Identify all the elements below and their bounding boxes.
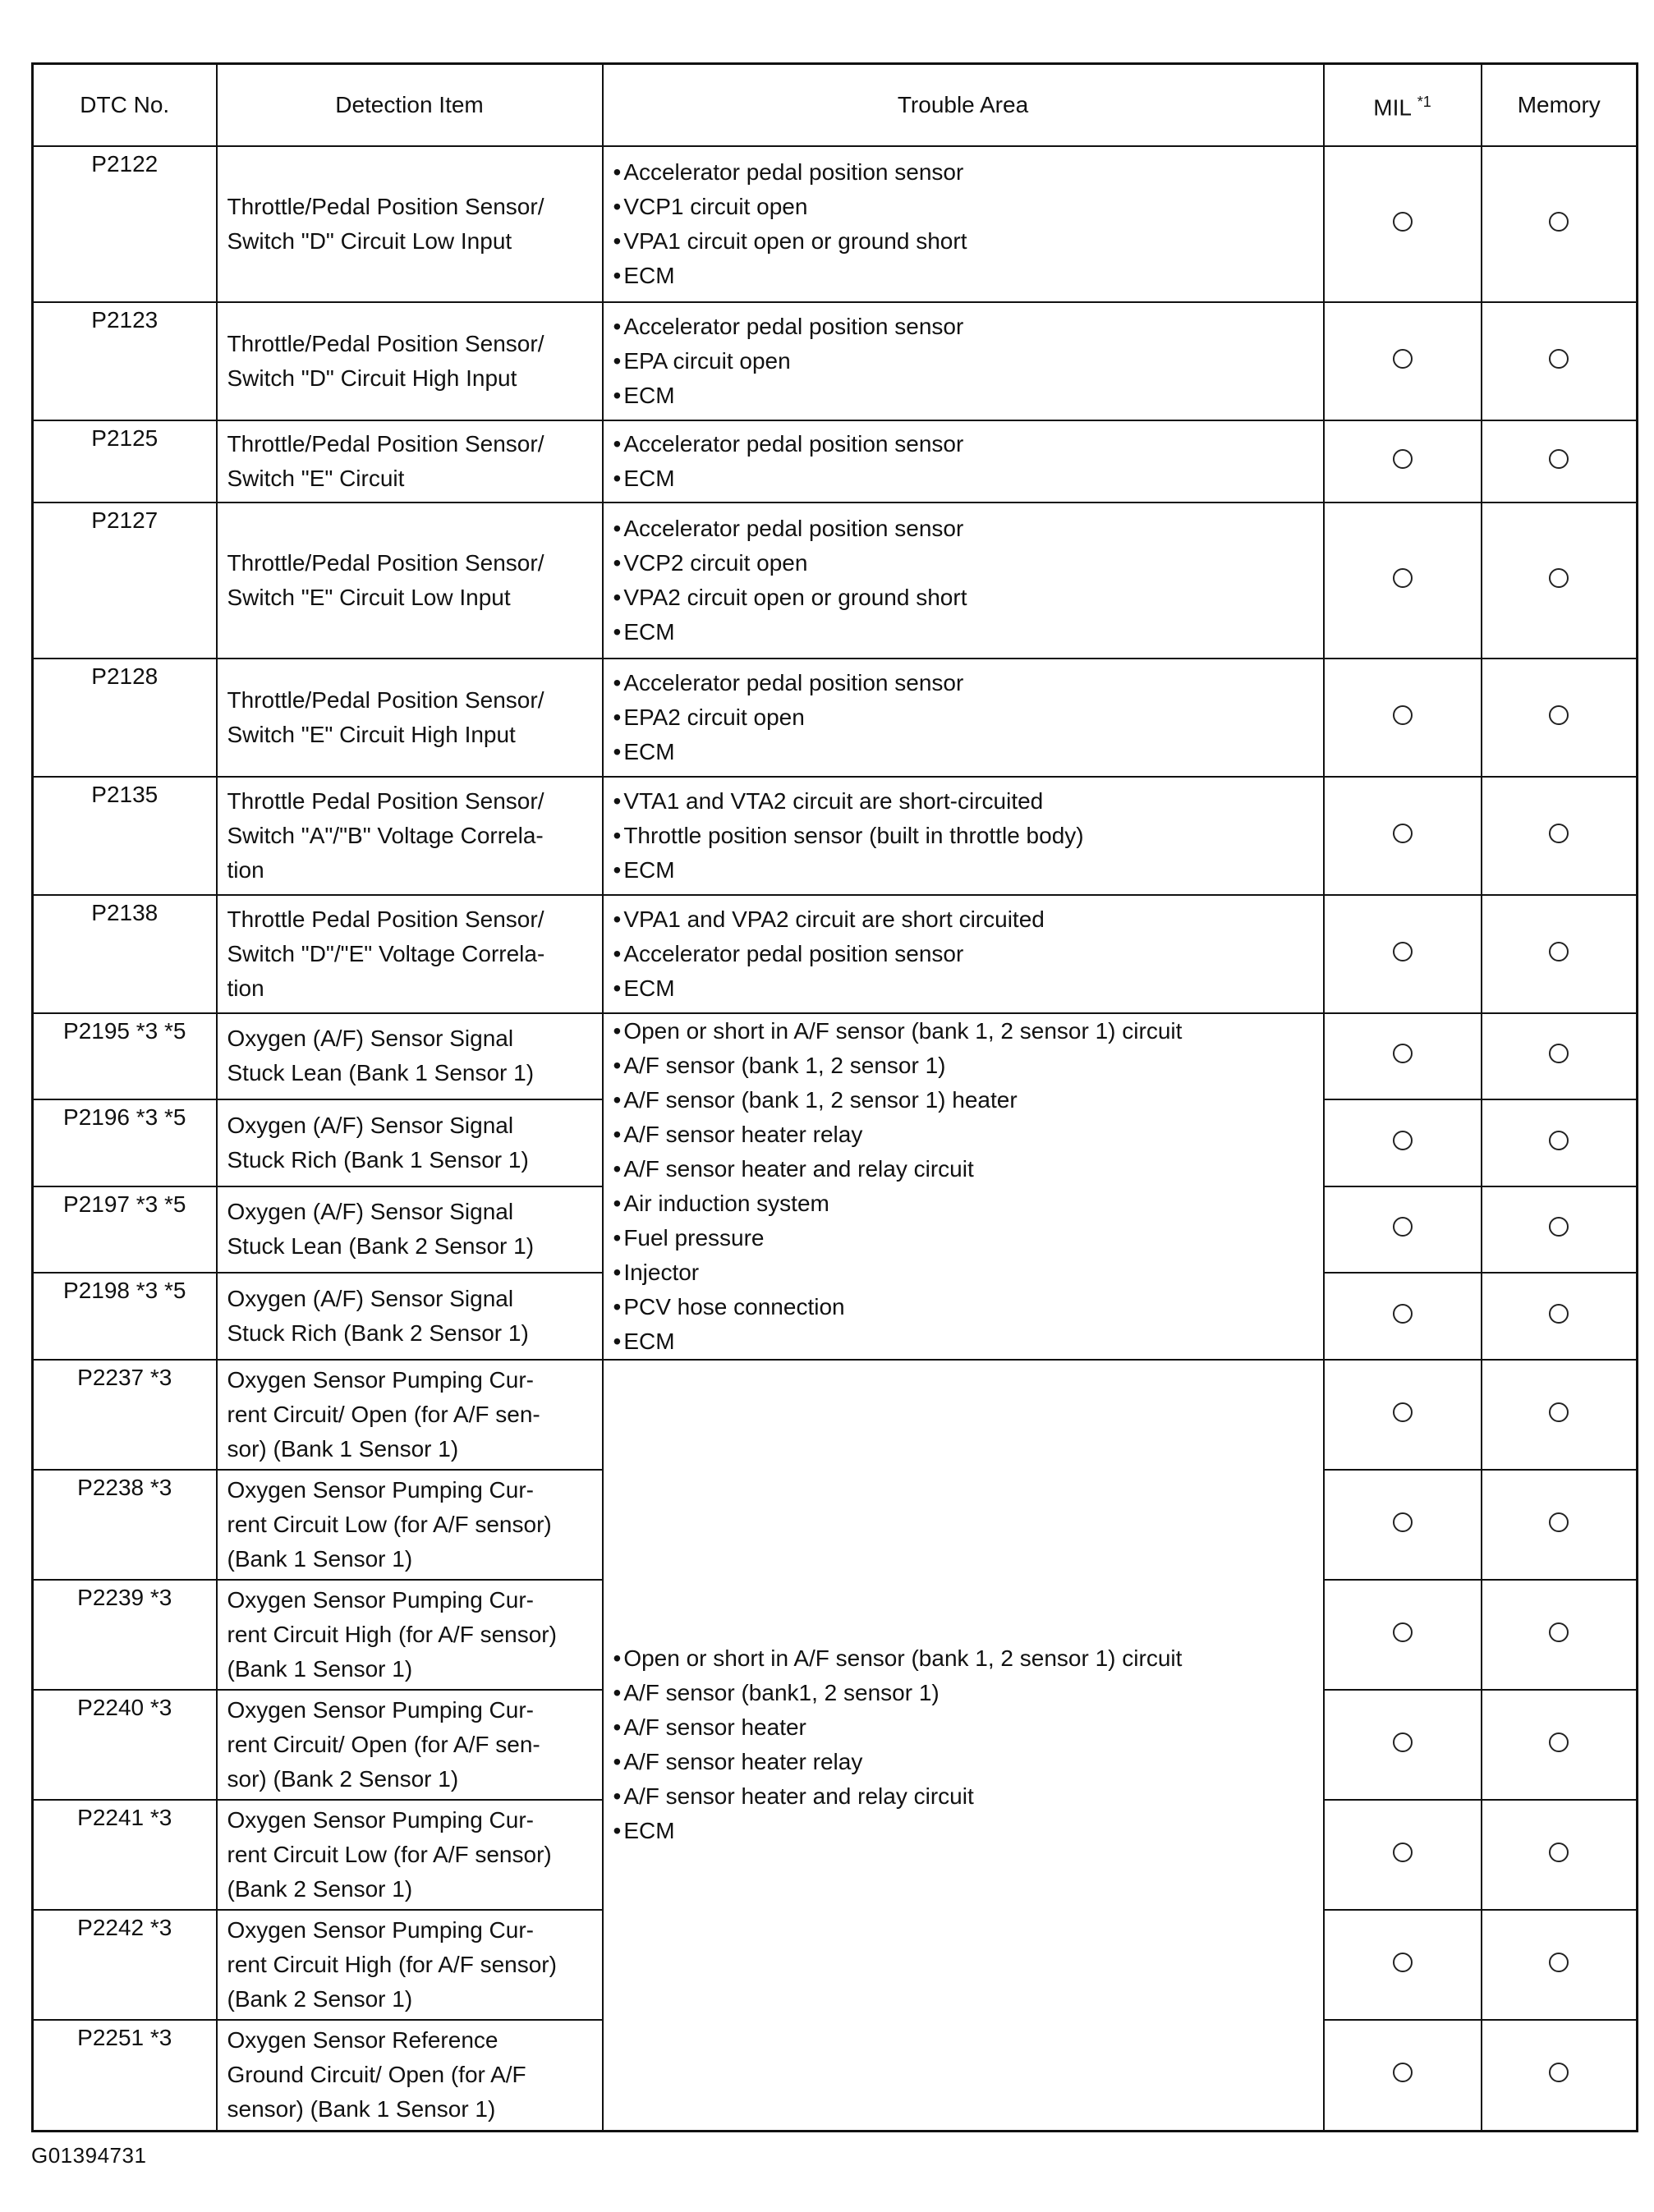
memory-cell (1482, 503, 1638, 659)
table-header-row (33, 64, 1638, 146)
trouble-area (603, 895, 1324, 1013)
detection-item (217, 420, 603, 503)
dtc-code: P2135 (33, 777, 217, 895)
detection-line: Throttle/Pedal Position Sensor/ (227, 430, 544, 457)
trouble-item: • EPA circuit open (613, 344, 1313, 379)
circle-mark-icon (1393, 1732, 1413, 1752)
detection-item (217, 1013, 603, 1100)
trouble-item: • ECM (613, 615, 1313, 649)
detection-line: Oxygen Sensor Pumping Cur- (227, 1586, 535, 1613)
trouble-area (603, 302, 1324, 420)
mil-cell (1324, 2020, 1482, 2132)
table-row (33, 895, 1638, 1013)
trouble-item: • ECM (613, 971, 1313, 1006)
detection-item (217, 302, 603, 420)
detection-item (217, 659, 603, 777)
trouble-area (603, 503, 1324, 659)
table-row (33, 777, 1638, 895)
circle-mark-icon (1549, 568, 1569, 588)
detection-line: Switch "E" Circuit (227, 465, 405, 491)
detection-line: tion (227, 856, 264, 883)
trouble-item: • Throttle position sensor (built in throttle body) (613, 819, 1313, 853)
circle-mark-icon (1549, 1131, 1569, 1150)
circle-mark-icon (1549, 942, 1569, 961)
header-memory: Memory (1482, 64, 1638, 146)
header-dtc-no: DTC No. (33, 64, 217, 146)
memory-cell (1482, 1013, 1638, 1100)
mil-cell (1324, 1470, 1482, 1580)
detection-item (217, 146, 603, 302)
trouble-item: • ECM (613, 735, 1313, 769)
circle-mark-icon (1393, 349, 1413, 369)
trouble-item: • A/F sensor (bank1, 2 sensor 1) (613, 1676, 1313, 1710)
trouble-area-list (613, 666, 1313, 769)
circle-mark-icon (1393, 942, 1413, 961)
detection-item (217, 2020, 603, 2132)
trouble-item: • A/F sensor heater (613, 1710, 1313, 1745)
circle-mark-icon (1549, 449, 1569, 469)
trouble-item: • A/F sensor (bank 1, 2 sensor 1) heater (613, 1083, 1313, 1117)
circle-mark-icon (1549, 1622, 1569, 1642)
trouble-area-list (613, 784, 1313, 888)
trouble-item: • VPA2 circuit open or ground short (613, 581, 1313, 615)
memory-cell (1482, 1800, 1638, 1910)
trouble-item: • EPA2 circuit open (613, 700, 1313, 735)
detection-line: Throttle Pedal Position Sensor/ (227, 787, 544, 814)
dtc-code: P2237 *3 (33, 1360, 217, 1470)
detection-item (217, 1186, 603, 1274)
trouble-item: • A/F sensor heater relay (613, 1117, 1313, 1152)
detection-line: Stuck Lean (Bank 2 Sensor 1) (227, 1233, 535, 1260)
circle-mark-icon (1549, 1402, 1569, 1422)
trouble-item: • Accelerator pedal position sensor (613, 427, 1313, 461)
mil-cell (1324, 895, 1482, 1013)
table-row (33, 503, 1638, 659)
trouble-area-list (613, 1014, 1313, 1359)
table-row (33, 420, 1638, 503)
circle-mark-icon (1549, 1843, 1569, 1862)
dtc-code: P2128 (33, 659, 217, 777)
circle-mark-icon (1549, 2063, 1569, 2082)
memory-cell (1482, 420, 1638, 503)
detection-line: rent Circuit Low (for A/F sensor) (227, 1841, 552, 1867)
circle-mark-icon (1393, 449, 1413, 469)
dtc-code: P2238 *3 (33, 1470, 217, 1580)
trouble-item: • VCP1 circuit open (613, 190, 1313, 224)
trouble-area-list (613, 155, 1313, 293)
memory-cell (1482, 1910, 1638, 2020)
memory-cell (1482, 302, 1638, 420)
detection-line: (Bank 2 Sensor 1) (227, 1875, 413, 1902)
detection-line: rent Circuit/ Open (for A/F sen- (227, 1731, 540, 1757)
trouble-area (603, 420, 1324, 503)
circle-mark-icon (1393, 568, 1413, 588)
detection-line: (Bank 2 Sensor 1) (227, 1985, 413, 2012)
dtc-code: P2251 *3 (33, 2020, 217, 2132)
mil-cell (1324, 420, 1482, 503)
trouble-item: • A/F sensor heater relay (613, 1745, 1313, 1779)
detection-line: Oxygen (A/F) Sensor Signal (227, 1285, 514, 1311)
detection-item (217, 503, 603, 659)
detection-item (217, 1360, 603, 1470)
trouble-item: • VCP2 circuit open (613, 546, 1313, 581)
figure-id: G01394731 (31, 2143, 147, 2168)
detection-item (217, 1800, 603, 1910)
memory-cell (1482, 659, 1638, 777)
mil-cell (1324, 1800, 1482, 1910)
detection-line: Throttle Pedal Position Sensor/ (227, 906, 544, 932)
header-detection-item: Detection Item (217, 64, 603, 146)
trouble-item: • Accelerator pedal position sensor (613, 937, 1313, 971)
dtc-code: P2138 (33, 895, 217, 1013)
memory-cell (1482, 1580, 1638, 1690)
circle-mark-icon (1393, 1512, 1413, 1532)
circle-mark-icon (1549, 1044, 1569, 1063)
detection-line: Oxygen Sensor Pumping Cur- (227, 1696, 535, 1723)
detection-line: Oxygen (A/F) Sensor Signal (227, 1112, 514, 1138)
detection-line: Oxygen Sensor Reference (227, 2027, 498, 2054)
trouble-item: • Open or short in A/F sensor (bank 1, 2 sensor 1) circuit (613, 1641, 1313, 1676)
detection-line: Stuck Rich (Bank 2 Sensor 1) (227, 1319, 529, 1346)
dtc-table (31, 62, 1638, 2132)
circle-mark-icon (1393, 1304, 1413, 1324)
trouble-area (603, 146, 1324, 302)
trouble-item: • Fuel pressure (613, 1221, 1313, 1255)
detection-line: Throttle/Pedal Position Sensor/ (227, 193, 544, 219)
mil-cell (1324, 659, 1482, 777)
detection-line: Throttle/Pedal Position Sensor/ (227, 686, 544, 713)
trouble-item: • ECM (613, 853, 1313, 888)
trouble-item: • VPA1 and VPA2 circuit are short circuited (613, 902, 1313, 937)
trouble-item: • Air induction system (613, 1186, 1313, 1221)
memory-cell (1482, 2020, 1638, 2132)
circle-mark-icon (1549, 349, 1569, 369)
mil-cell (1324, 1690, 1482, 1800)
trouble-area (603, 1013, 1324, 1360)
dtc-code: P2239 *3 (33, 1580, 217, 1690)
detection-line: Stuck Lean (Bank 1 Sensor 1) (227, 1060, 535, 1086)
table-row (33, 1360, 1638, 1470)
detection-item (217, 777, 603, 895)
circle-mark-icon (1549, 1217, 1569, 1237)
dtc-code: P2240 *3 (33, 1690, 217, 1800)
mil-cell (1324, 1360, 1482, 1470)
mil-cell (1324, 1273, 1482, 1360)
trouble-item: • ECM (613, 259, 1313, 293)
detection-line: Oxygen Sensor Pumping Cur- (227, 1476, 535, 1503)
circle-mark-icon (1549, 1512, 1569, 1532)
header-mil-label: MIL (1373, 94, 1411, 121)
circle-mark-icon (1393, 705, 1413, 725)
circle-mark-icon (1393, 1953, 1413, 1972)
trouble-item: • Accelerator pedal position sensor (613, 155, 1313, 190)
table-row (33, 1013, 1638, 1100)
detection-line: tion (227, 975, 264, 1001)
circle-mark-icon (1393, 212, 1413, 232)
detection-item (217, 1099, 603, 1186)
trouble-item: • ECM (613, 461, 1313, 496)
circle-mark-icon (1393, 1843, 1413, 1862)
detection-line: Switch "E" Circuit Low Input (227, 584, 511, 610)
circle-mark-icon (1393, 1131, 1413, 1150)
memory-cell (1482, 1186, 1638, 1274)
circle-mark-icon (1549, 705, 1569, 725)
detection-item (217, 1910, 603, 2020)
detection-line: (Bank 1 Sensor 1) (227, 1545, 413, 1572)
trouble-item: • ECM (613, 1324, 1313, 1359)
mil-cell (1324, 146, 1482, 302)
detection-item (217, 1273, 603, 1360)
circle-mark-icon (1549, 212, 1569, 232)
detection-line: rent Circuit High (for A/F sensor) (227, 1621, 557, 1647)
dtc-code: P2122 (33, 146, 217, 302)
table-row (33, 302, 1638, 420)
trouble-item: • PCV hose connection (613, 1290, 1313, 1324)
detection-line: Switch "D"/"E" Voltage Correla- (227, 940, 545, 966)
memory-cell (1482, 1273, 1638, 1360)
memory-cell (1482, 1360, 1638, 1470)
memory-cell (1482, 1470, 1638, 1580)
detection-line: Ground Circuit/ Open (for A/F (227, 2062, 526, 2088)
trouble-item: • VTA1 and VTA2 circuit are short-circuited (613, 784, 1313, 819)
trouble-item: • A/F sensor heater and relay circuit (613, 1779, 1313, 1814)
mil-cell (1324, 1099, 1482, 1186)
detection-line: Switch "A"/"B" Voltage Correla- (227, 822, 544, 848)
trouble-area (603, 777, 1324, 895)
table-row (33, 659, 1638, 777)
detection-line: Switch "D" Circuit High Input (227, 365, 517, 391)
detection-line: rent Circuit/ Open (for A/F sen- (227, 1401, 540, 1427)
dtc-code: P2196 *3 *5 (33, 1099, 217, 1186)
detection-item (217, 1690, 603, 1800)
trouble-item: • ECM (613, 1814, 1313, 1848)
detection-line: sensor) (Bank 1 Sensor 1) (227, 2096, 496, 2123)
trouble-item: • Accelerator pedal position sensor (613, 310, 1313, 344)
trouble-item: • Open or short in A/F sensor (bank 1, 2 sensor 1) circuit (613, 1014, 1313, 1049)
detection-line: Throttle/Pedal Position Sensor/ (227, 549, 544, 576)
mil-cell (1324, 1013, 1482, 1100)
trouble-item: • A/F sensor (bank 1, 2 sensor 1) (613, 1049, 1313, 1083)
detection-item (217, 1580, 603, 1690)
circle-mark-icon (1393, 1044, 1413, 1063)
trouble-area-list (613, 902, 1313, 1006)
memory-cell (1482, 146, 1638, 302)
detection-item (217, 1470, 603, 1580)
trouble-area-list (613, 310, 1313, 413)
circle-mark-icon (1549, 1732, 1569, 1752)
trouble-area (603, 659, 1324, 777)
mil-cell (1324, 503, 1482, 659)
dtc-code: P2123 (33, 302, 217, 420)
detection-line: Switch "D" Circuit Low Input (227, 227, 512, 254)
detection-line: Oxygen Sensor Pumping Cur- (227, 1806, 535, 1833)
detection-line: rent Circuit High (for A/F sensor) (227, 1951, 557, 1977)
dtc-code: P2198 *3 *5 (33, 1273, 217, 1360)
trouble-item: • VPA1 circuit open or ground short (613, 224, 1313, 259)
detection-line: Oxygen Sensor Pumping Cur- (227, 1366, 535, 1393)
circle-mark-icon (1393, 1217, 1413, 1237)
dtc-code: P2195 *3 *5 (33, 1013, 217, 1100)
dtc-code: P2127 (33, 503, 217, 659)
memory-cell (1482, 1690, 1638, 1800)
mil-cell (1324, 1910, 1482, 2020)
mil-cell (1324, 777, 1482, 895)
detection-line: (Bank 1 Sensor 1) (227, 1655, 413, 1682)
circle-mark-icon (1393, 824, 1413, 843)
header-trouble-area: Trouble Area (603, 64, 1324, 146)
dtc-code: P2242 *3 (33, 1910, 217, 2020)
trouble-item: • ECM (613, 379, 1313, 413)
circle-mark-icon (1393, 2063, 1413, 2082)
detection-line: Stuck Rich (Bank 1 Sensor 1) (227, 1146, 529, 1173)
trouble-area (603, 1360, 1324, 2132)
trouble-area-list (613, 512, 1313, 649)
circle-mark-icon (1393, 1622, 1413, 1642)
detection-line: Switch "E" Circuit High Input (227, 721, 516, 747)
circle-mark-icon (1549, 1304, 1569, 1324)
trouble-item: • Accelerator pedal position sensor (613, 666, 1313, 700)
circle-mark-icon (1549, 824, 1569, 843)
detection-line: sor) (Bank 2 Sensor 1) (227, 1765, 459, 1792)
memory-cell (1482, 895, 1638, 1013)
dtc-code: P2197 *3 *5 (33, 1186, 217, 1274)
trouble-area-list (613, 427, 1313, 496)
detection-line: rent Circuit Low (for A/F sensor) (227, 1511, 552, 1537)
trouble-item: • Injector (613, 1255, 1313, 1290)
mil-cell (1324, 1580, 1482, 1690)
trouble-area-list (613, 1641, 1313, 1848)
memory-cell (1482, 1099, 1638, 1186)
circle-mark-icon (1549, 1953, 1569, 1972)
detection-line: Throttle/Pedal Position Sensor/ (227, 330, 544, 356)
dtc-code: P2125 (33, 420, 217, 503)
dtc-code: P2241 *3 (33, 1800, 217, 1910)
table-row (33, 146, 1638, 302)
trouble-item: • Accelerator pedal position sensor (613, 512, 1313, 546)
header-mil (1324, 64, 1482, 146)
trouble-item: • A/F sensor heater and relay circuit (613, 1152, 1313, 1186)
detection-line: Oxygen (A/F) Sensor Signal (227, 1026, 514, 1052)
header-mil-footnote: *1 (1417, 94, 1431, 111)
mil-cell (1324, 1186, 1482, 1274)
detection-line: Oxygen Sensor Pumping Cur- (227, 1916, 535, 1943)
mil-cell (1324, 302, 1482, 420)
circle-mark-icon (1393, 1402, 1413, 1422)
detection-item (217, 895, 603, 1013)
detection-line: sor) (Bank 1 Sensor 1) (227, 1435, 459, 1462)
memory-cell (1482, 777, 1638, 895)
detection-line: Oxygen (A/F) Sensor Signal (227, 1199, 514, 1225)
